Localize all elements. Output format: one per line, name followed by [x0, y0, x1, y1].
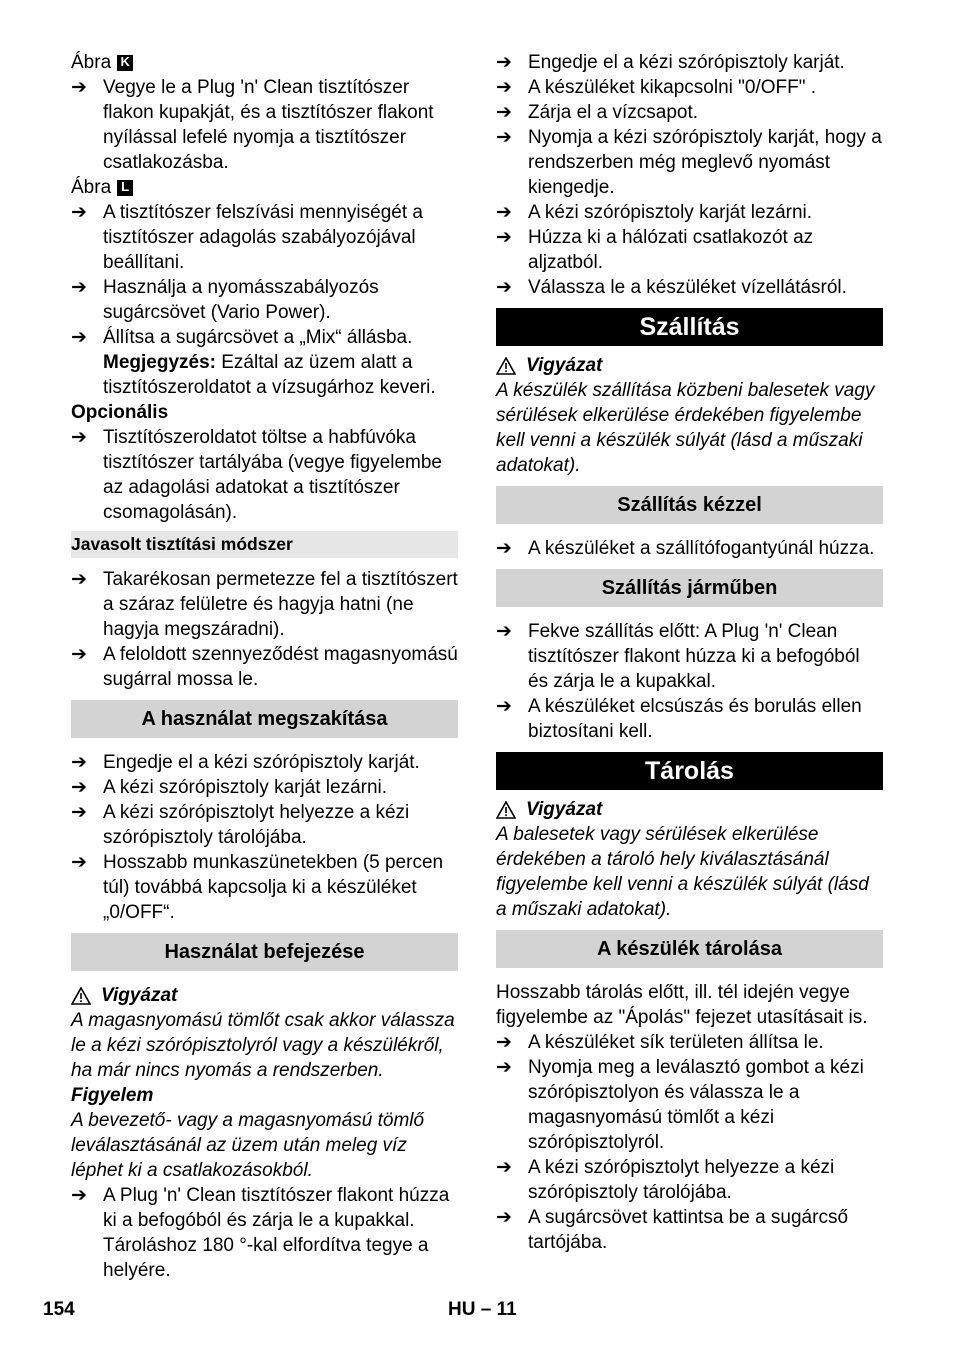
- note-label: Megjegyzés:: [103, 352, 216, 373]
- section-heading-interrupt: A használat megszakítása: [71, 700, 458, 738]
- list-item: [496, 694, 883, 744]
- arrow-right-icon: ➔: [496, 1057, 512, 1078]
- list-item: [496, 50, 883, 75]
- warning-triangle-icon: [496, 357, 516, 375]
- list-item: [496, 200, 883, 225]
- figure-k-badge: K: [117, 55, 133, 71]
- arrow-right-icon: ➔: [496, 102, 512, 123]
- arrow-right-icon: ➔: [71, 752, 87, 773]
- figure-k-ref: [71, 50, 458, 75]
- warning-label: Vigyázat: [101, 985, 178, 1006]
- section-heading-hand: Szállítás kézzel: [496, 486, 883, 524]
- list-item-text: Tisztítószeroldatot töltse a habfúvóka tisztítószer tartályába (vegye figyelembe az adagolási adatokat a tisztítószer csomagolásán).: [103, 427, 442, 523]
- section-heading-vehicle: Szállítás járműben: [496, 569, 883, 607]
- warning-heading: [496, 353, 883, 378]
- arrow-right-icon: ➔: [496, 202, 512, 223]
- page-number: 154: [43, 1299, 75, 1320]
- list-item-text: A kézi szórópisztoly karját lezárni.: [103, 777, 388, 798]
- attention-label: Figyelem: [71, 1085, 154, 1106]
- list-item-text: A feloldott szennyeződést magasnyomású sugárral mossa le.: [103, 644, 458, 690]
- arrow-right-icon: ➔: [71, 852, 87, 873]
- right-column: [496, 50, 883, 1255]
- section-marker: HU – 11: [448, 1299, 517, 1320]
- arrow-right-icon: ➔: [496, 127, 512, 148]
- arrow-right-icon: ➔: [496, 277, 512, 298]
- list-item-text: Engedje el a kézi szórópisztoly karját.: [528, 52, 845, 73]
- list-item-text: Használja a nyomásszabályozós sugárcsövet (Vario Power).: [103, 277, 379, 323]
- list-item-text: A tisztítószer felszívási mennyiségét a tisztítószer adagolás szabályozójával beállítani.: [103, 202, 423, 273]
- list-item: [496, 1030, 883, 1055]
- left-column: [71, 50, 458, 1283]
- list-item: [71, 750, 458, 775]
- arrow-right-icon: ➔: [71, 427, 87, 448]
- warning-text: A balesetek vagy sérülések elkerülése érdekében a tároló hely kiválasztásánál figyelembe kell venni a készülék súlyát (lásd a műszaki adatokat).: [496, 824, 869, 920]
- list-item-text: A Plug 'n' Clean tisztítószer flakont húzza ki a befogóból és zárja le a kupakkal. Tároláshoz 180 °-kal elfordítva tegye a helyére.: [103, 1185, 450, 1281]
- optional-title: Opcionális: [71, 402, 169, 423]
- arrow-right-icon: ➔: [71, 777, 87, 798]
- list-item-text: Takarékosan permetezze fel a tisztítószert a száraz felületre és hagyja hatni (ne hagyja megszáradni).: [103, 569, 458, 640]
- list-item: [71, 850, 458, 925]
- section-heading-end: Használat befejezése: [71, 933, 458, 971]
- list-item-text: Engedje el a kézi szórópisztoly karját.: [103, 752, 420, 773]
- arrow-right-icon: ➔: [496, 538, 512, 559]
- arrow-right-icon: ➔: [496, 52, 512, 73]
- figure-label: Ábra: [71, 177, 112, 198]
- list-item: [496, 619, 883, 694]
- chapter-heading-storage: Tárolás: [496, 752, 883, 790]
- list-item-text: A kézi szórópisztolyt helyezze a kézi szórópisztoly tárolójába.: [103, 802, 410, 848]
- list-item: [71, 200, 458, 275]
- chapter-heading-transport: Szállítás: [496, 308, 883, 346]
- arrow-right-icon: ➔: [496, 1207, 512, 1228]
- arrow-right-icon: ➔: [496, 1032, 512, 1053]
- arrow-right-icon: ➔: [71, 1185, 87, 1206]
- list-item: [71, 642, 458, 692]
- arrow-right-icon: ➔: [71, 202, 87, 223]
- warning-label: Vigyázat: [526, 355, 603, 376]
- list-item: [496, 1205, 883, 1255]
- list-item: [71, 275, 458, 325]
- list-item: [71, 425, 458, 525]
- list-item-text: Nyomja a kézi szórópisztoly karját, hogy a rendszerben még meglevő nyomást kiengedje.: [528, 127, 882, 198]
- list-item: [496, 536, 883, 561]
- list-item-text: Hosszabb munkaszünetekben (5 percen túl) továbbá kapcsolja ki a készüléket „0/OFF“.: [103, 852, 444, 923]
- list-item-text: Vegye le a Plug 'n' Clean tisztítószer flakon kupakját, és a tisztítószer flakont nyílással lefelé nyomja a tisztítószer csatlakozásba.: [103, 77, 434, 173]
- list-item-text: Húzza ki a hálózati csatlakozót az aljzatból.: [528, 227, 814, 273]
- arrow-right-icon: ➔: [71, 77, 87, 98]
- warning-label: Vigyázat: [526, 799, 603, 820]
- list-item-text: A sugárcsövet kattintsa be a sugárcső tartójába.: [528, 1207, 849, 1253]
- figure-l-badge: L: [117, 180, 133, 196]
- list-item-text: A készüléket a szállítófogantyúnál húzza.: [528, 538, 875, 559]
- intro-paragraph: Hosszabb tárolás előtt, ill. tél idején vegye figyelembe az "Ápolás" fejezet utasításait is.: [496, 982, 868, 1028]
- list-item-text: Zárja el a vízcsapot.: [528, 102, 699, 123]
- arrow-right-icon: ➔: [496, 621, 512, 642]
- list-item-text: Válassza le a készüléket vízellátásról.: [528, 277, 847, 298]
- warning-text: A készülék szállítása közbeni balesetek vagy sérülések elkerülése érdekében figyelembe kell venni a készülék súlyát (lásd a műszaki adatokat).: [496, 380, 875, 476]
- list-item: [71, 567, 458, 642]
- attention-text: A bevezető- vagy a magasnyomású tömlő leválasztásánál az üzem után meleg víz léphet ki a csatlakozásokból.: [71, 1110, 425, 1181]
- list-item: [496, 75, 883, 100]
- arrow-right-icon: ➔: [496, 227, 512, 248]
- list-item-text: Állítsa a sugárcsövet a „Mix“ állásba.: [103, 327, 413, 348]
- list-item: [496, 1055, 883, 1155]
- list-item: [71, 325, 458, 400]
- warning-text: A magasnyomású tömlőt csak akkor válassza le a kézi szórópisztolyról vagy a készülékről, ha már nincs nyomás a rendszerben.: [71, 1010, 455, 1081]
- list-item-text: A készüléket kikapcsolni "0/OFF" .: [528, 77, 817, 98]
- warning-triangle-icon: [71, 987, 91, 1005]
- list-item-text: A készüléket elcsúszás és borulás ellen biztosítani kell.: [528, 696, 862, 742]
- list-item: [496, 275, 883, 300]
- arrow-right-icon: ➔: [71, 277, 87, 298]
- warning-heading: [496, 797, 883, 822]
- arrow-right-icon: ➔: [496, 1157, 512, 1178]
- arrow-right-icon: ➔: [71, 644, 87, 665]
- list-item-text: Fekve szállítás előtt: A Plug 'n' Clean tisztítószer flakont húzza ki a befogóból és zárja le a kupakkal.: [528, 621, 860, 692]
- list-item: [71, 800, 458, 850]
- list-item: [71, 775, 458, 800]
- list-item-text: Nyomja meg a leválasztó gombot a kézi szórópisztolyon és válassza le a magasnyomású tömlőt a kézi szórópisztolyról.: [528, 1057, 864, 1153]
- list-item: [71, 75, 458, 175]
- list-item-text: A kézi szórópisztolyt helyezze a kézi szórópisztoly tárolójába.: [528, 1157, 835, 1203]
- arrow-right-icon: ➔: [71, 802, 87, 823]
- list-item-text: A kézi szórópisztoly karját lezárni.: [528, 202, 813, 223]
- list-item: [496, 100, 883, 125]
- figure-l-ref: [71, 175, 458, 200]
- figure-label: Ábra: [71, 52, 112, 73]
- arrow-right-icon: ➔: [71, 327, 87, 348]
- list-item: [71, 1183, 458, 1283]
- arrow-right-icon: ➔: [496, 696, 512, 717]
- warning-triangle-icon: [496, 801, 516, 819]
- warning-heading: [71, 983, 458, 1008]
- note-text: Ezáltal az üzem alatt a tisztítószeroldatot a vízsugárhoz keveri.: [103, 352, 436, 398]
- list-item: [496, 125, 883, 200]
- list-item-text: A készüléket sík területen állítsa le.: [528, 1032, 824, 1053]
- arrow-right-icon: ➔: [496, 77, 512, 98]
- list-item: [496, 1155, 883, 1205]
- section-heading-method: Javasolt tisztítási módszer: [71, 531, 458, 558]
- section-heading-device-storage: A készülék tárolása: [496, 930, 883, 968]
- list-item: [496, 225, 883, 275]
- arrow-right-icon: ➔: [71, 569, 87, 590]
